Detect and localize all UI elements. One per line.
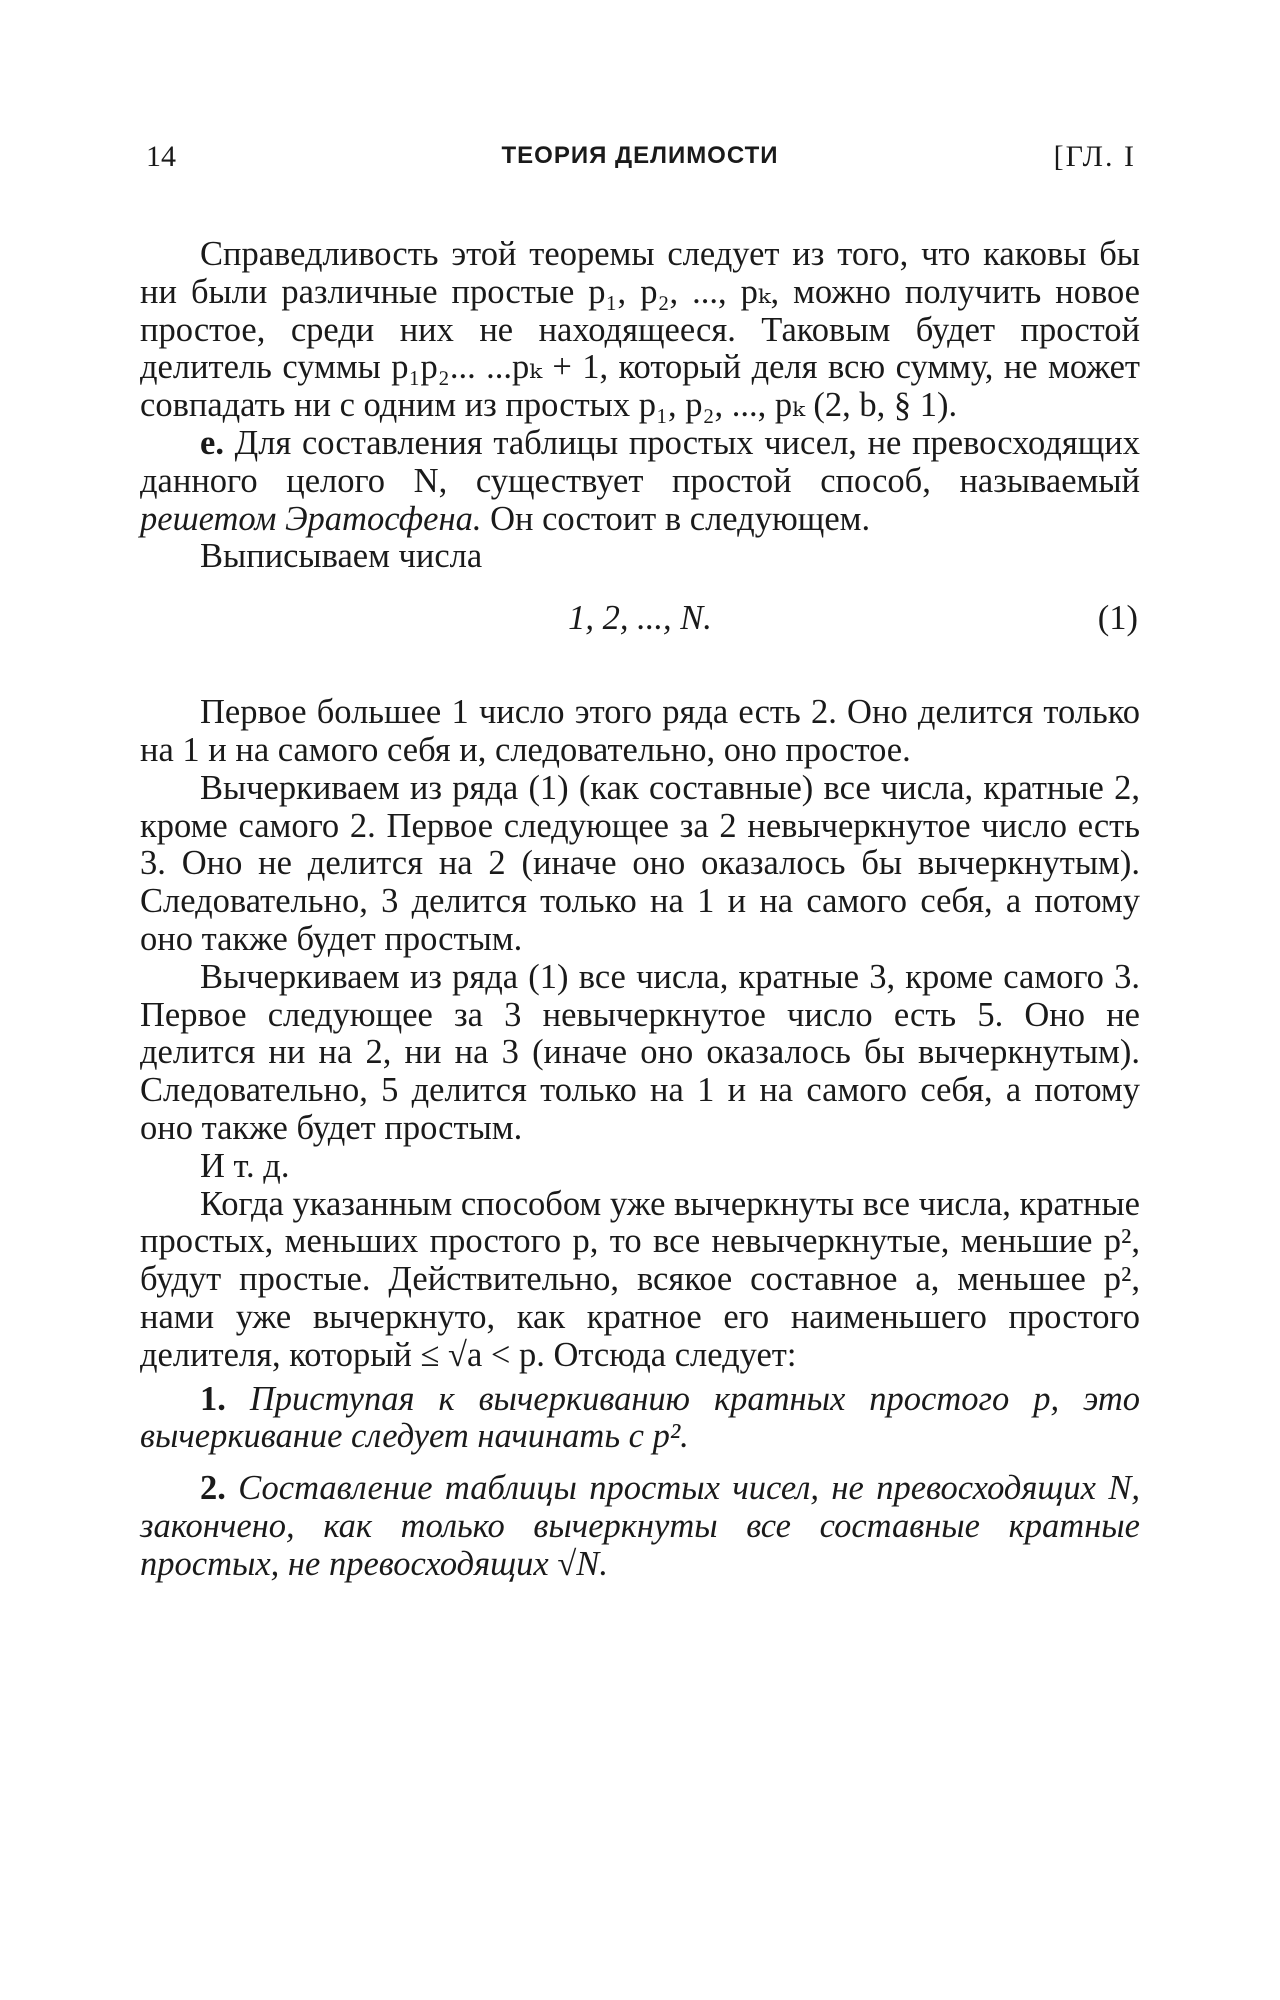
sieve-term: решетом Эратосфена.: [140, 499, 482, 538]
book-page: [140, 140, 1140, 1584]
statement-1: [140, 1381, 1140, 1457]
paragraph-strike-3: Вычеркиваем из ряда (1) все числа, кратные 3, кроме самого 3. Первое следующее за 3 невычеркнутое число есть 5. Оно не делится ни на 2, ни на 3 (иначе оно оказалось бы вычеркнутым). Следовательно, 5 делится только на 1 и на самого себя, а потому оно также будет простым.: [140, 957, 1140, 1147]
formula-block: [140, 600, 1140, 660]
paragraph-eratosthenes-intro: [140, 425, 1140, 538]
statement-text: Составление таблицы простых чисел, не превосходящих N, закончено, как только вычеркнуты все составные кратные простых, не превосходящих √N.: [140, 1469, 1140, 1583]
statement-number: 2.: [200, 1469, 226, 1508]
formula: 1, 2, ..., N.: [568, 599, 712, 638]
section-label: e.: [200, 423, 224, 462]
statement-text: Приступая к вычеркиванию кратных простого p, это вычеркивание следует начинать с p².: [140, 1379, 1140, 1456]
page-number: 14: [146, 140, 176, 173]
paragraph-etc: И т. д.: [200, 1146, 290, 1185]
paragraph-first-prime: Первое большее 1 число этого ряда есть 2. Оно делится только на 1 и на самого себя и, следовательно, оно простое.: [140, 693, 1140, 769]
running-title: ТЕОРИЯ ДЕЛИМОСТИ: [501, 142, 779, 169]
formula-number: (1): [1097, 599, 1138, 638]
paragraph-text: Для составления таблицы простых чисел, не превосходящих данного целого N, существует простой способ, называемый: [140, 423, 1141, 500]
paragraph-text: Он состоит в следующем.: [490, 499, 871, 538]
paragraph-write-numbers: Выписываем числа: [200, 537, 483, 576]
paragraph-strike-2: Вычеркиваем из ряда (1) (как составные) все числа, кратные 2, кроме самого 2. Первое следующее за 2 невычеркнутое число есть 3. Оно не делится на 2 (иначе оно оказалось бы вычеркнутым). Следовательно, 3 делится только на 1 и на самого себя, а потому оно также будет простым.: [140, 768, 1140, 958]
page-header: [140, 140, 1140, 190]
paragraph-conclusion: Когда указанным способом уже вычеркнуты все числа, кратные простых, меньших простого p, то все невычеркнутые, меньшие p², будут простые. Действительно, всякое составное a, меньшее p², нами уже вычеркнуто, как кратное его наименьшего простого делителя, который ≤ √a < p. Отсюда следует:: [140, 1184, 1140, 1374]
statement-number: 1.: [200, 1379, 226, 1418]
chapter-reference: [ГЛ. I: [1053, 140, 1136, 173]
statement-2: [140, 1470, 1140, 1583]
paragraph-theorem-proof: Справедливость этой теоремы следует из того, что каковы бы ни были различные простые p₁, p₂, ..., pₖ, можно получить новое простое, среди них не находящееся. Таковым будет простой делитель суммы p₁p₂... ...pₖ + 1, который деля всю сумму, не может совпадать ни с одним из простых p₁, p₂, ..., pₖ (2, b, § 1).: [140, 235, 1140, 425]
page-body: [140, 236, 1140, 1584]
